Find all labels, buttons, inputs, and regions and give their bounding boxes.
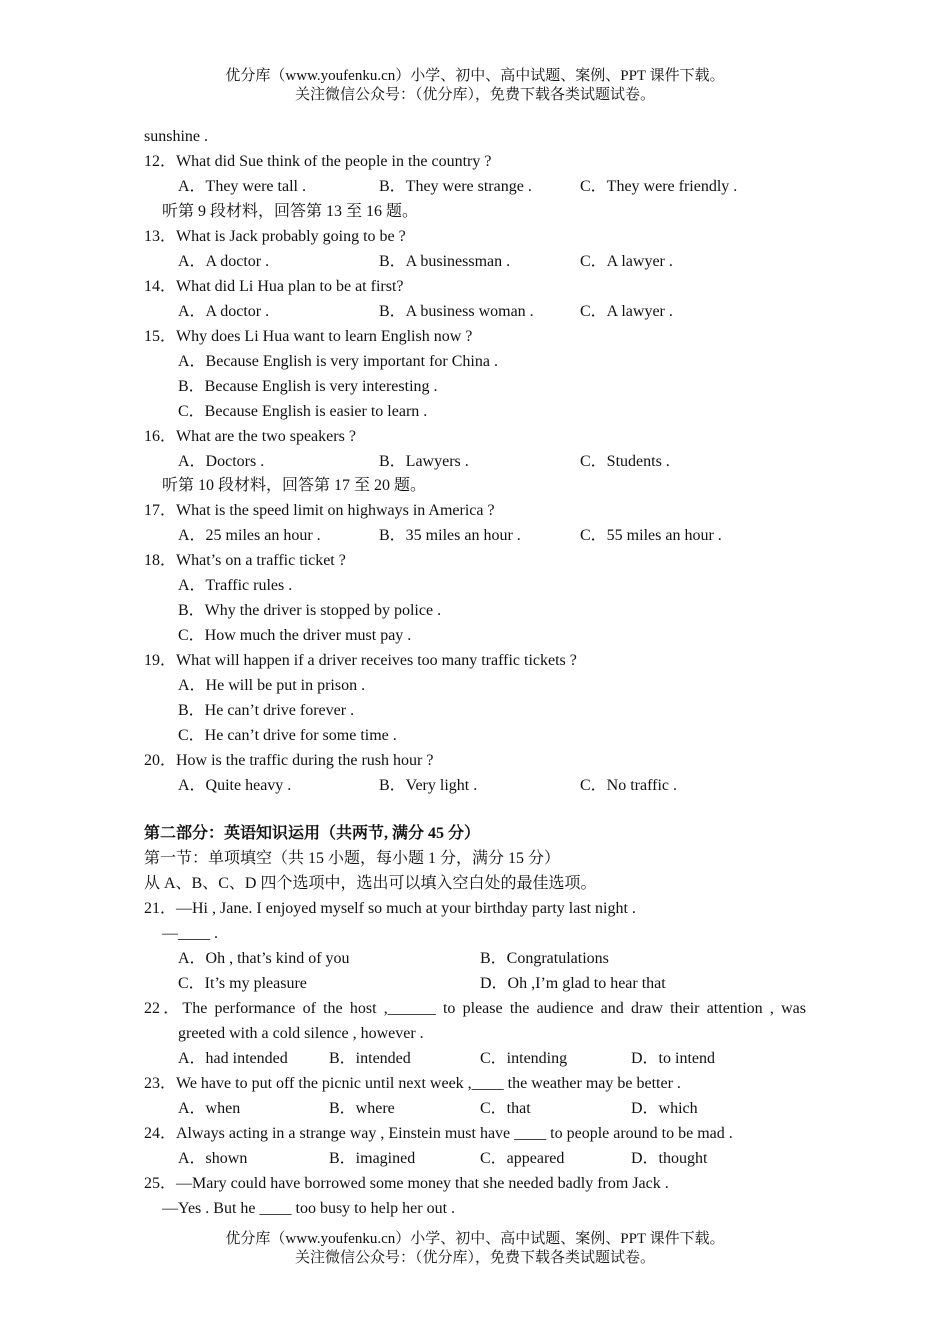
question-20-stem: 20．How is the traffic during the rush hour ? xyxy=(144,752,434,769)
section-instruction: 从 A、B、C、D 四个选项中，选出可以填入空白处的最佳选项。 xyxy=(144,875,597,892)
question-15-stem: 15．Why does Li Hua want to learn English now ? xyxy=(144,328,473,345)
question-20-option-b: B．Very light . xyxy=(379,777,478,794)
question-17-option-b: B．35 miles an hour . xyxy=(379,527,521,544)
page-footer-line1: 优分库（www.youfenku.cn）小学、初中、高中试题、案例、PPT 课件下载。 xyxy=(225,1231,725,1247)
question-23-option-b: B．where xyxy=(329,1100,395,1117)
question-12-option-c: C．They were friendly . xyxy=(580,178,738,195)
question-19-option-c: C．He can’t drive for some time . xyxy=(178,727,397,744)
question-24-stem: 24．Always acting in a strange way , Einstein must have ____ to people around to be mad . xyxy=(144,1125,733,1142)
question-21-option-d: D．Oh ,I’m glad to hear that xyxy=(480,975,666,992)
question-15-option-b: B．Because English is very interesting . xyxy=(178,378,438,395)
question-23-option-a: A．when xyxy=(178,1100,241,1117)
question-25-reply: —Yes . But he ____ too busy to help her out . xyxy=(162,1200,456,1217)
question-15-option-c: C．Because English is easier to learn . xyxy=(178,403,428,420)
question-13-option-c: C．A lawyer . xyxy=(580,253,673,270)
question-16-stem: 16．What are the two speakers ? xyxy=(144,428,356,445)
question-24-option-d: D．thought xyxy=(631,1150,708,1167)
question-21-reply: —____ . xyxy=(162,925,218,942)
page-footer-line2: 关注微信公众号：（优分库），免费下载各类试题试卷。 xyxy=(294,1250,655,1266)
part-2-title: 第二部分：英语知识运用（共两节, 满分 45 分） xyxy=(144,825,481,842)
question-24-option-b: B．imagined xyxy=(329,1150,416,1167)
question-18-option-a: A．Traffic rules . xyxy=(178,577,293,594)
question-20-option-a: A．Quite heavy . xyxy=(178,777,292,794)
question-19-option-a: A．He will be put in prison . xyxy=(178,677,366,694)
passage-9-instruction: 听第 9 段材料，回答第 13 至 16 题。 xyxy=(162,203,419,220)
question-16-option-b: B．Lawyers . xyxy=(379,453,469,470)
question-21-stem: 21．—Hi , Jane. I enjoyed myself so much at your birthday party last night . xyxy=(144,900,636,917)
question-12-option-b: B．They were strange . xyxy=(379,178,532,195)
question-21-option-c: C．It’s my pleasure xyxy=(178,975,307,992)
question-12-stem: 12．What did Sue think of the people in the country ? xyxy=(144,153,492,170)
question-22-option-b: B．intended xyxy=(329,1050,411,1067)
question-14-stem: 14．What did Li Hua plan to be at first? xyxy=(144,278,404,295)
carryover-text: sunshine . xyxy=(144,128,208,145)
question-18-stem: 18．What’s on a traffic ticket ? xyxy=(144,552,346,569)
question-23-option-c: C．that xyxy=(480,1100,531,1117)
question-14-option-a: A．A doctor . xyxy=(178,303,270,320)
passage-10-instruction: 听第 10 段材料，回答第 17 至 20 题。 xyxy=(162,477,427,494)
question-24-option-a: A．shown xyxy=(178,1150,248,1167)
question-18-option-b: B．Why the driver is stopped by police . xyxy=(178,602,442,619)
question-22-stem-line1: 22．The performance of the host ,______ to please the audience and draw their attention , was xyxy=(144,1000,806,1017)
question-24-option-c: C．appeared xyxy=(480,1150,565,1167)
question-17-stem: 17．What is the speed limit on highways in America ? xyxy=(144,502,495,519)
question-20-option-c: C．No traffic . xyxy=(580,777,678,794)
question-23-option-d: D．which xyxy=(631,1100,698,1117)
section-1-title: 第一节：单项填空（共 15 小题，每小题 1 分，满分 15 分） xyxy=(144,850,561,867)
question-23-stem: 23．We have to put off the picnic until next week ,____ the weather may be better . xyxy=(144,1075,681,1092)
page-header-line2: 关注微信公众号：（优分库），免费下载各类试题试卷。 xyxy=(294,87,655,103)
question-22-option-c: C．intending xyxy=(480,1050,568,1067)
question-17-option-c: C．55 miles an hour . xyxy=(580,527,722,544)
question-16-option-c: C．Students . xyxy=(580,453,670,470)
question-13-stem: 13．What is Jack probably going to be ? xyxy=(144,228,406,245)
question-19-option-b: B．He can’t drive forever . xyxy=(178,702,355,719)
question-14-option-c: C．A lawyer . xyxy=(580,303,673,320)
question-17-option-a: A．25 miles an hour . xyxy=(178,527,321,544)
question-14-option-b: B．A business woman . xyxy=(379,303,534,320)
question-13-option-a: A．A doctor . xyxy=(178,253,270,270)
question-19-stem: 19．What will happen if a driver receives too many traffic tickets ? xyxy=(144,652,577,669)
question-15-option-a: A．Because English is very important for China . xyxy=(178,353,498,370)
page-header-line1: 优分库（www.youfenku.cn）小学、初中、高中试题、案例、PPT 课件下载。 xyxy=(225,68,725,84)
question-21-option-b: B．Congratulations xyxy=(480,950,609,967)
question-18-option-c: C．How much the driver must pay . xyxy=(178,627,412,644)
question-16-option-a: A．Doctors . xyxy=(178,453,265,470)
question-22-option-a: A．had intended xyxy=(178,1050,288,1067)
question-12-option-a: A．They were tall . xyxy=(178,178,306,195)
question-13-option-b: B．A businessman . xyxy=(379,253,511,270)
question-22-option-d: D．to intend xyxy=(631,1050,715,1067)
question-25-stem: 25．—Mary could have borrowed some money that she needed badly from Jack . xyxy=(144,1175,669,1192)
question-22-stem-line2: greeted with a cold silence , however . xyxy=(178,1025,424,1042)
question-21-option-a: A．Oh , that’s kind of you xyxy=(178,950,350,967)
